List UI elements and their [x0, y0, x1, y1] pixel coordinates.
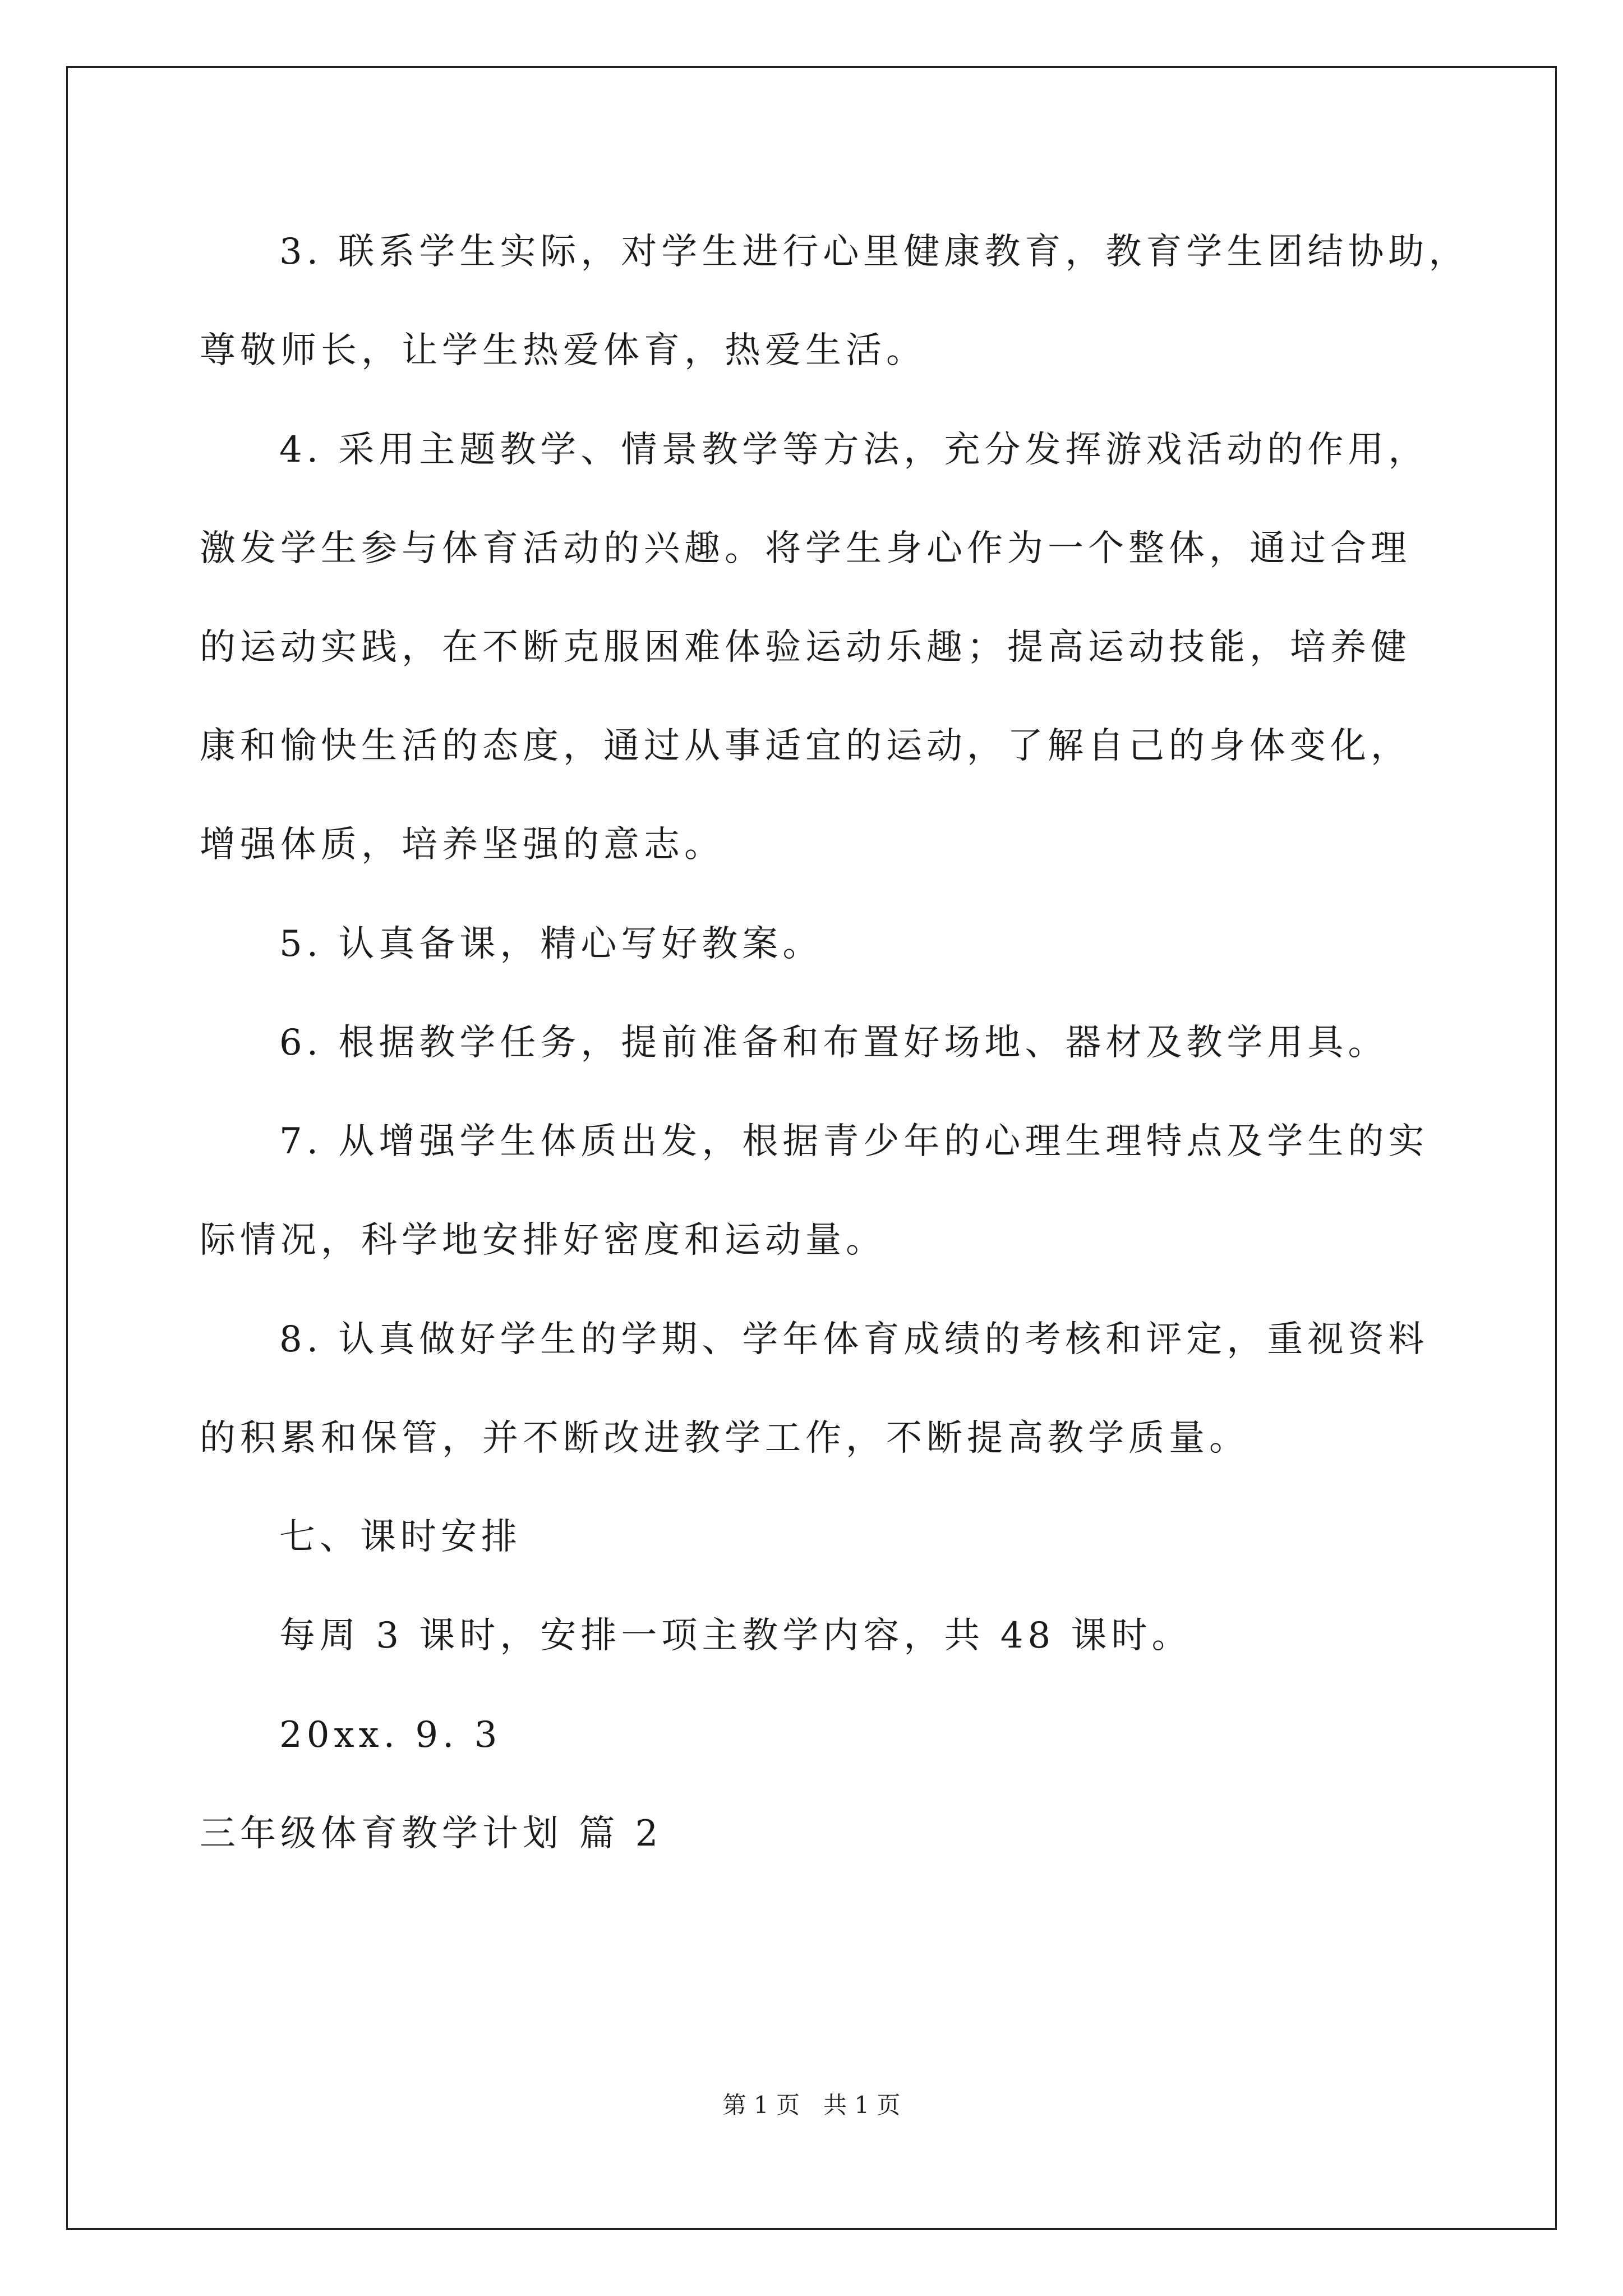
paragraph-5-line-1: 5. 认真备课，精心写好教案。 [279, 923, 823, 965]
page-footer: 第 1 页 共 1 页 [722, 2091, 901, 2119]
paragraph-4-line-3: 的运动实践，在不断克服困难体验运动乐趣；提高运动技能，培养健 [200, 627, 1411, 668]
paragraph-8-line-1: 8. 认真做好学生的学期、学年体育成绩的考核和评定，重视资料 [279, 1319, 1429, 1360]
paragraph-7-line-2: 际情况，科学地安排好密度和运动量。 [200, 1220, 886, 1261]
paragraph-3-line-1: 3. 联系学生实际，对学生进行心里健康教育，教育学生团结协助， [279, 231, 1469, 273]
paragraph-4-line-1: 4. 采用主题教学、情景教学等方法，充分发挥游戏活动的作用， [279, 429, 1429, 471]
paragraph-4-line-5: 增强体质，培养坚强的意志。 [200, 824, 725, 866]
next-plan-title: 三年级体育教学计划 篇 2 [200, 1813, 663, 1855]
paragraph-8-line-2: 的积累和保管，并不断改进教学工作，不断提高教学质量。 [200, 1418, 1249, 1459]
paragraph-4-line-4: 康和愉快生活的态度，通过从事适宜的运动，了解自己的身体变化， [200, 725, 1411, 767]
schedule-text: 每周 3 课时，安排一项主教学内容，共 48 课时。 [279, 1615, 1192, 1657]
paragraph-6-line-1: 6. 根据教学任务，提前准备和布置好场地、器材及教学用具。 [279, 1022, 1389, 1064]
section-heading: 七、课时安排 [279, 1516, 522, 1558]
paragraph-7-line-1: 7. 从增强学生体质出发，根据青少年的心理生理特点及学生的实 [279, 1121, 1429, 1162]
paragraph-4-line-2: 激发学生参与体育活动的兴趣。将学生身心作为一个整体，通过合理 [200, 528, 1411, 569]
date-text: 20xx. 9. 3 [279, 1714, 502, 1756]
paragraph-3-line-2: 尊敬师长，让学生热爱体育，热爱生活。 [200, 330, 926, 371]
